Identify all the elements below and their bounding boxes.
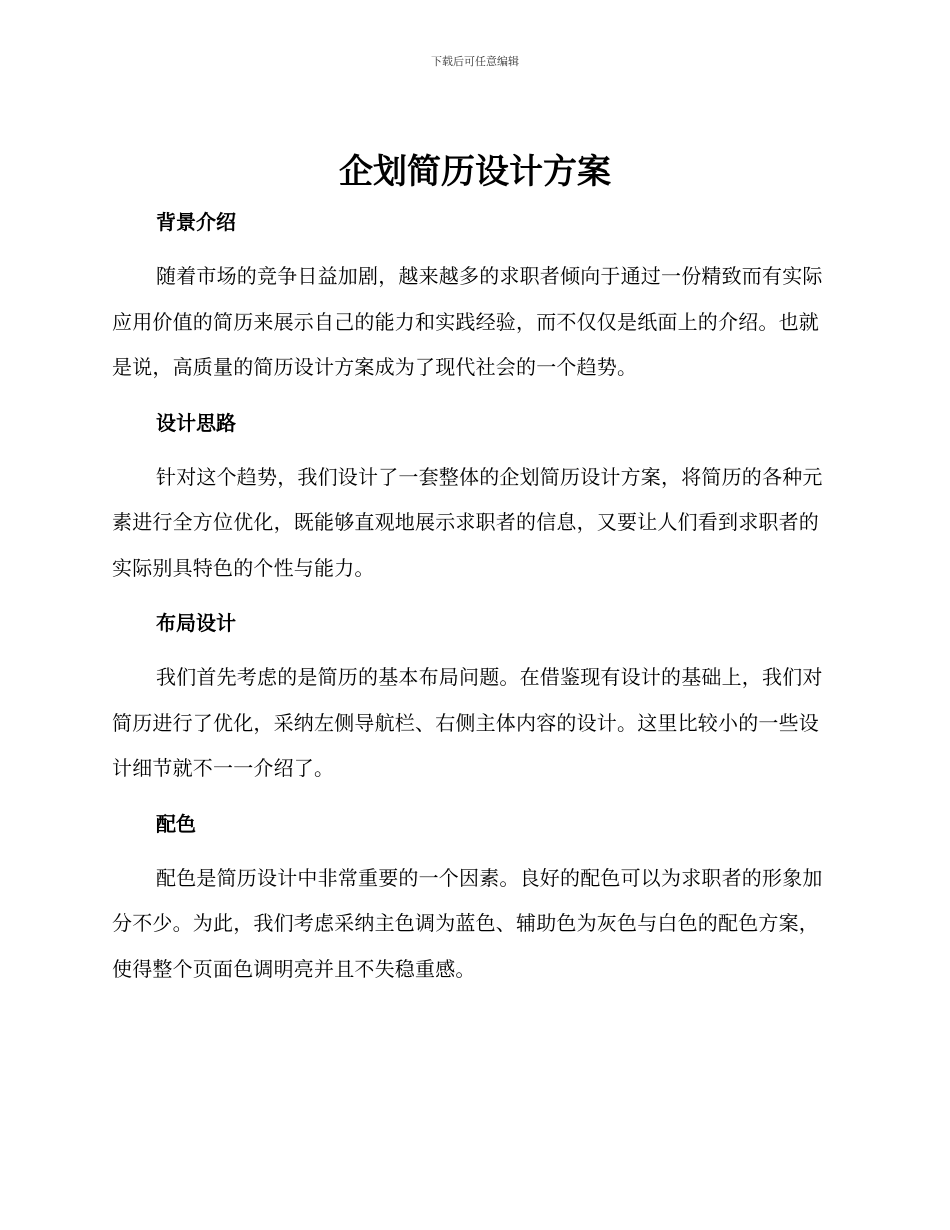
page-header-note: 下载后可任意编辑 <box>431 55 519 68</box>
section-paragraph: 我们首先考虑的是简历的基本布局问题。在借鉴现有设计的基础上，我们对简历进行了优化，采纳左侧导航栏、右侧主体内容的设计。这里比较小的一些设计细节就不一一介绍了。 <box>112 665 823 780</box>
section-layout-design <box>112 605 838 792</box>
section-paragraph: 配色是简历设计中非常重要的一个因素。良好的配色可以为求职者的形象加分不少。为此，我们考虑采纳主色调为蓝色、辅助色为灰色与白色的配色方案，使得整个页面色调明亮并且不失稳重感。 <box>112 865 823 981</box>
section-heading: 配色 <box>156 811 196 836</box>
section-design-idea <box>112 405 838 592</box>
section-paragraph: 随着市场的竞争日益加剧，越来越多的求职者倾向于通过一份精致而有实际应用价值的简历来展示自己的能力和实践经验，而不仅仅是纸面上的介绍。也就是说，高质量的简历设计方案成为了现代社会的一个趋势。 <box>112 264 823 379</box>
section-heading: 布局设计 <box>156 611 236 635</box>
section-background <box>112 204 838 391</box>
section-heading: 背景介绍 <box>156 210 236 234</box>
section-color-scheme <box>112 806 838 993</box>
document-title: 企划简历设计方案 <box>339 152 611 192</box>
section-heading: 设计思路 <box>156 410 236 435</box>
section-paragraph: 针对这个趋势，我们设计了一套整体的企划简历设计方案，将简历的各种元素进行全方位优化，既能够直观地展示求职者的信息，又要让人们看到求职者的实际别具特色的个性与能力。 <box>112 464 823 580</box>
document-body <box>112 204 838 1006</box>
